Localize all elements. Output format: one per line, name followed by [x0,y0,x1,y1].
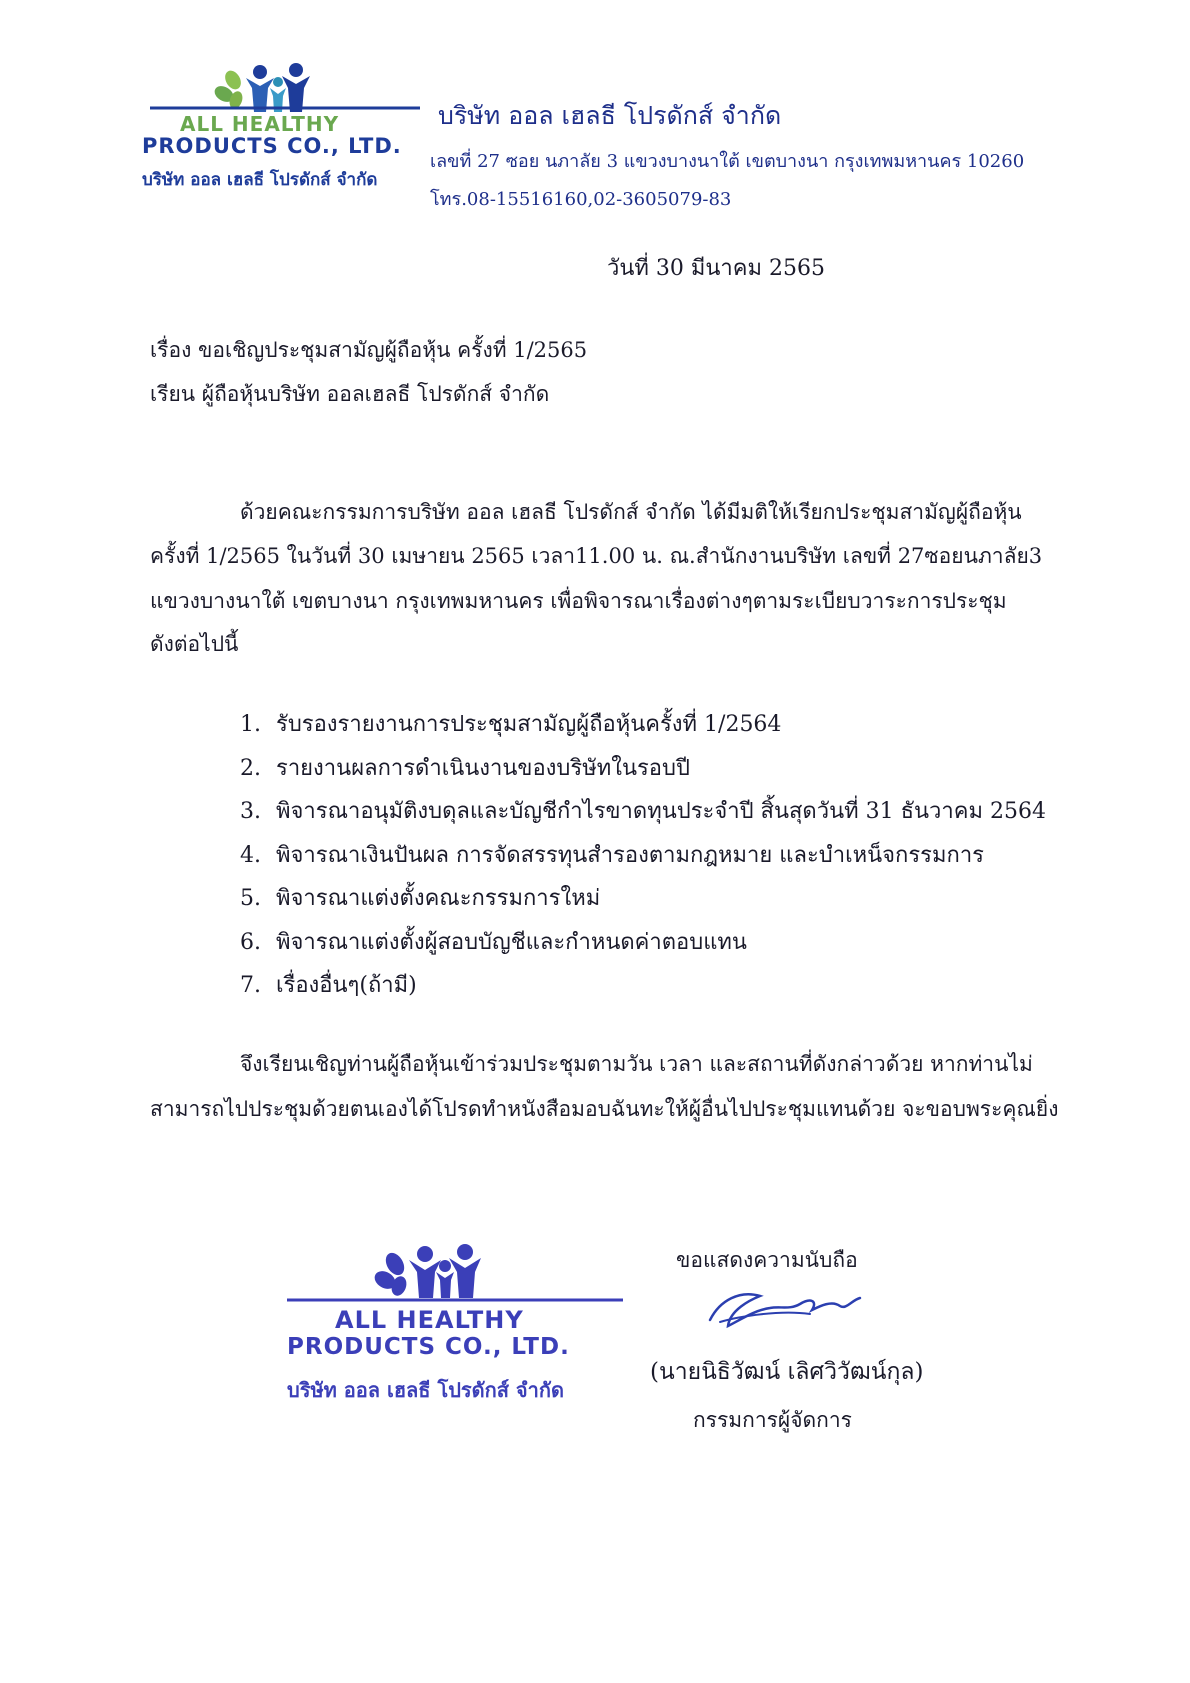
body-line: ดังต่อไปนี้ [150,632,239,656]
agenda-text: พิจารณาแต่งตั้งคณะกรรมการใหม่ [276,886,601,911]
agenda-text: เรื่องอื่นๆ(ถ้ามี) [276,973,417,998]
agenda-text: พิจารณาอนุมัติงบดุลและบัญชีกำไรขาดทุนประจำปี สิ้นสุดวันที่ 31 ธันวาคม 2564 [276,799,1046,824]
company-address: เลขที่ 27 ซอย นภาลัย 3 แขวงบางนาใต้ เขตบางนา กรุงเทพมหานคร 10260 [430,151,1025,172]
agenda-item [240,880,600,915]
agenda-text: พิจารณาแต่งตั้งผู้สอบบัญชีและกำหนดค่าตอบแทน [276,930,747,955]
agenda-item [240,706,781,741]
company-phone: โทร.08-15516160,02-3605079-83 [430,189,732,210]
agenda-number: 4. [240,843,261,868]
agenda-text: พิจารณาเงินปันผล การจัดสรรทุนสำรองตามกฎหมาย และบำเหน็จกรรมการ [276,843,984,868]
agenda-number: 3. [240,799,261,824]
handwritten-signature [700,1270,880,1350]
closing-line: สามารถไปประชุมด้วยตนเองได้โปรดทำหนังสือมอบฉันทะให้ผู้อื่นไปประชุมแทนด้วย จะขอบพระคุณยิ่ง [150,1097,1059,1121]
company-logo [142,58,420,208]
logo-text-line1: ALL HEALTHY [180,112,340,136]
stamp-text-line1: ALL HEALTHY [335,1306,524,1334]
letter-recipient: เรียน ผู้ถือหุ้นบริษัท ออลเฮลธี โปรดักส์ จำกัด [150,382,550,406]
stamp-text-thai: บริษัท ออล เฮลธี โปรดักส์ จำกัด [287,1378,564,1402]
logo-text-thai: บริษัท ออล เฮลธี โปรดักส์ จำกัด [142,170,378,190]
agenda-item [240,967,417,1002]
stamp-logo-icon [285,1240,625,1310]
agenda-item [240,837,984,872]
agenda-number: 2. [240,756,261,781]
agenda-item [240,750,690,785]
body-line: ด้วยคณะกรรมการบริษัท ออล เฮลธี โปรดักส์ จำกัด ได้มีมติให้เรียกประชุมสามัญผู้ถือหุ้น [240,500,1022,524]
regards-text: ขอแสดงความนับถือ [676,1248,858,1272]
agenda-number: 7. [240,973,261,998]
agenda-text: รายงานผลการดำเนินงานของบริษัทในรอบปี [276,756,690,781]
body-line: แขวงบางนาใต้ เขตบางนา กรุงเทพมหานคร เพื่อพิจารณาเรื่องต่างๆตามระเบียบวาระการประชุม [150,589,1007,613]
letterhead-info [438,96,781,136]
logo-text-line2: PRODUCTS CO., LTD. [142,134,402,158]
agenda-number: 1. [240,712,261,737]
signer-name: (นายนิธิวัฒน์ เลิศวิวัฒน์กุล) [650,1359,924,1385]
agenda-item [240,793,1046,828]
company-stamp [285,1240,625,1400]
letter-subject: เรื่อง ขอเชิญประชุมสามัญผู้ถือหุ้น ครั้งที่ 1/2565 [150,338,588,362]
company-name: บริษัท ออล เฮลธี โปรดักส์ จำกัด [438,101,782,130]
agenda-text: รับรองรายงานการประชุมสามัญผู้ถือหุ้นครั้งที่ 1/2564 [276,712,782,737]
letter-date: วันที่ 30 มีนาคม 2565 [607,256,825,281]
agenda-number: 6. [240,930,261,955]
body-line: ครั้งที่ 1/2565 ในวันที่ 30 เมษายน 2565 เวลา11.00 น. ณ.สำนักงานบริษัท เลขที่ 27ซอยนภาลัย3 [150,544,1043,568]
stamp-text-line2: PRODUCTS CO., LTD. [287,1334,570,1360]
agenda-item [240,924,747,959]
signer-position: กรรมการผู้จัดการ [693,1408,852,1432]
closing-line: จึงเรียนเชิญท่านผู้ถือหุ้นเข้าร่วมประชุมตามวัน เวลา และสถานที่ดังกล่าวด้วย หากท่านไม่ [240,1052,1033,1076]
agenda-number: 5. [240,886,261,911]
